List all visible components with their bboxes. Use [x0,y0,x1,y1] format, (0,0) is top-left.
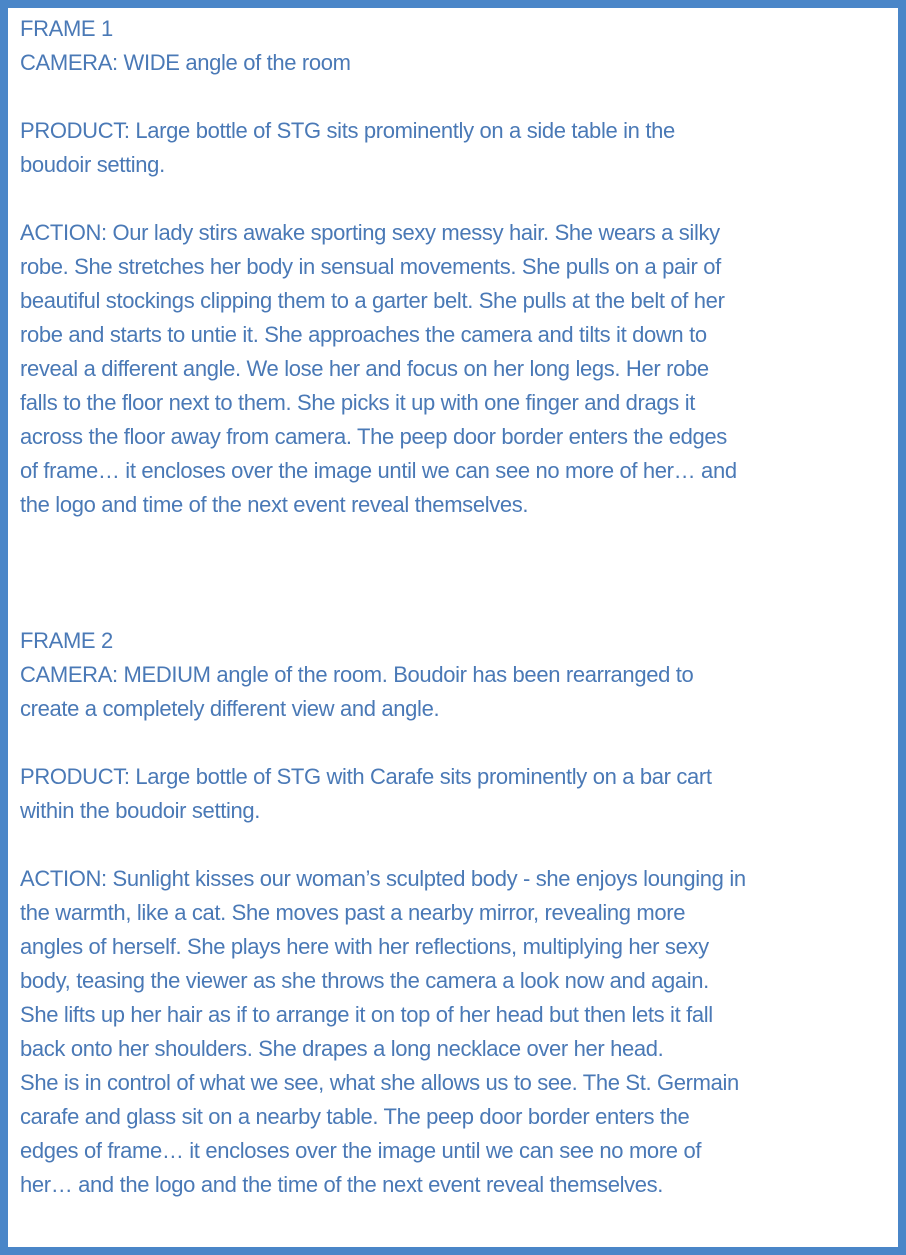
text-line: edges of frame… it encloses over the image until we can see no more of [20,1138,702,1163]
frame-1-product [20,114,884,182]
text-line: create a completely different view and angle. [20,696,440,721]
spacer [20,828,884,862]
text-line: the logo and time of the next event reveal themselves. [20,492,529,517]
text-line: angles of herself. She plays here with her reflections, multiplying her sexy [20,934,709,959]
text-line: CAMERA: MEDIUM angle of the room. Boudoir has been rearranged to [20,662,694,687]
spacer [20,182,884,216]
text-line: beautiful stockings clipping them to a garter belt. She pulls at the belt of her [20,288,725,313]
text-line: robe and starts to untie it. She approaches the camera and tilts it down to [20,322,707,347]
text-line: carafe and glass sit on a nearby table. The peep door border enters the [20,1104,690,1129]
text-line: her… and the logo and the time of the next event reveal themselves. [20,1172,664,1197]
frame-1-heading: FRAME 1 [20,16,113,41]
text-line: ACTION: Our lady stirs awake sporting sexy messy hair. She wears a silky [20,220,720,245]
frame-1-section [20,12,884,522]
spacer [20,80,884,114]
text-line: body, teasing the viewer as she throws the camera a look now and again. [20,968,709,993]
text-line: across the floor away from camera. The peep door border enters the edges [20,424,727,449]
frame-2-heading: FRAME 2 [20,628,113,653]
text-line: ACTION: Sunlight kisses our woman’s sculpted body - she enjoys lounging in [20,866,746,891]
text-line: the warmth, like a cat. She moves past a nearby mirror, revealing more [20,900,686,925]
frame-2-camera [20,658,884,726]
frame-2-product [20,760,884,828]
text-line: falls to the floor next to them. She picks it up with one finger and drags it [20,390,695,415]
text-line: of frame… it encloses over the image until we can see no more of her… and [20,458,737,483]
text-line: within the boudoir setting. [20,798,261,823]
text-line: PRODUCT: Large bottle of STG sits prominently on a side table in the [20,118,675,143]
text-line: robe. She stretches her body in sensual movements. She pulls on a pair of [20,254,721,279]
frame-1-action [20,216,884,522]
frame-2-section [20,624,884,1202]
text-line: boudoir setting. [20,152,165,177]
section-spacer [20,522,884,624]
text-line: She is in control of what we see, what she allows us to see. The St. Germain [20,1070,739,1095]
text-line: PRODUCT: Large bottle of STG with Carafe sits prominently on a bar cart [20,764,712,789]
text-line: She lifts up her hair as if to arrange it on top of her head but then lets it fall [20,1002,713,1027]
spacer [20,726,884,760]
text-line: reveal a different angle. We lose her and focus on her long legs. Her robe [20,356,709,381]
frame-2-action [20,862,884,1202]
frame-1-camera: CAMERA: WIDE angle of the room [20,50,351,75]
text-line: back onto her shoulders. She drapes a long necklace over her head. [20,1036,664,1061]
